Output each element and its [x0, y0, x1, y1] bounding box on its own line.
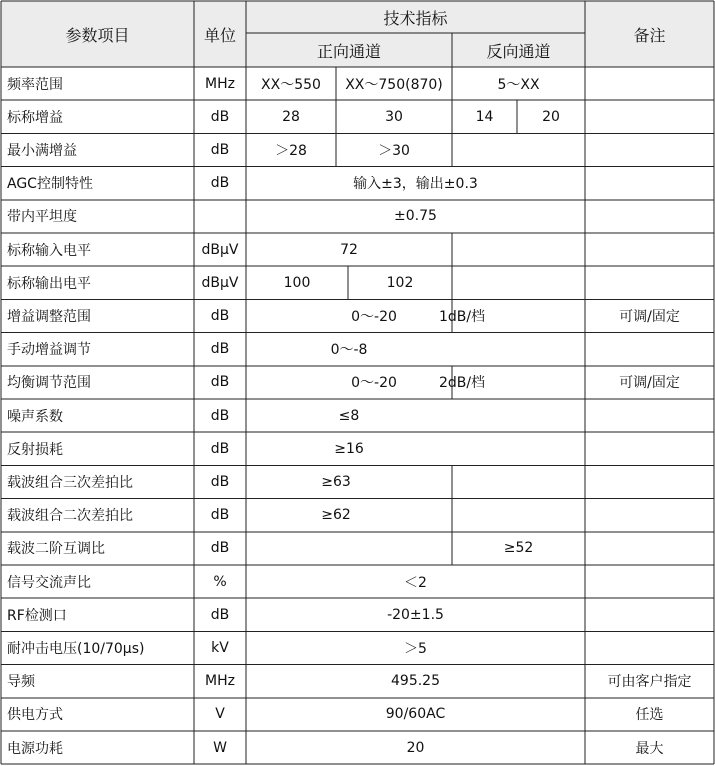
- row-param-name: RF检测口: [7, 607, 67, 624]
- row-note: 可由客户指定: [607, 674, 692, 691]
- row-note: [585, 200, 714, 233]
- row-note: [585, 432, 714, 465]
- row-note: 最大: [635, 740, 664, 757]
- header-forward-channel: 正向通道: [316, 41, 381, 61]
- row-value: 100: [283, 274, 311, 291]
- row-unit: W: [213, 739, 227, 756]
- row-value: 0～-8: [330, 342, 368, 359]
- header-param: 参数项目: [65, 25, 130, 45]
- row-value: 0～-20: [351, 308, 397, 325]
- row-param-name: 标称增益: [7, 109, 63, 126]
- row-param-name: 信号交流声比: [7, 574, 91, 591]
- row-unit: dB: [210, 141, 230, 158]
- row-param-name: 耐冲击电压(10/70μs): [7, 640, 145, 657]
- row-param-name: 载波二阶互调比: [7, 541, 105, 558]
- row-param-name: 频率范围: [7, 76, 63, 93]
- row-value: 72: [340, 241, 358, 258]
- header-unit: 单位: [203, 25, 236, 45]
- row-note: [585, 465, 714, 498]
- row-param-name: 标称输出电平: [7, 275, 91, 292]
- row-value: ＜2: [404, 574, 427, 591]
- row-note: [585, 266, 714, 299]
- row-value: 输入±3，输出±0.3: [353, 176, 478, 193]
- row-unit: V: [215, 706, 225, 723]
- row-unit: dBμV: [201, 241, 239, 258]
- row-note: 可调/固定: [619, 308, 680, 325]
- row-unit: %: [213, 573, 227, 590]
- row-unit: dB: [210, 540, 230, 557]
- row-param-name: 导频: [7, 674, 35, 691]
- row-note: [585, 532, 714, 565]
- row-unit: dB: [210, 307, 230, 324]
- row-note: [585, 100, 714, 133]
- row-unit: dB: [210, 175, 230, 192]
- row-unit: [194, 200, 246, 233]
- row-unit: dB: [210, 407, 230, 424]
- row-unit: dBμV: [201, 274, 239, 291]
- row-param-name: 均衡调节范围: [7, 375, 91, 392]
- row-note: [585, 233, 714, 266]
- row-note: [585, 499, 714, 532]
- row-param-name: 最小满增益: [7, 142, 77, 159]
- row-unit: MHz: [205, 673, 235, 690]
- row-value: 14: [475, 108, 494, 125]
- row-value: ±0.75: [394, 208, 437, 225]
- row-value: 20: [542, 108, 560, 125]
- row-note: 可调/固定: [619, 375, 680, 392]
- row-value: 90/60AC: [385, 706, 446, 723]
- row-value: 102: [386, 274, 414, 291]
- row-unit: MHz: [205, 75, 235, 92]
- row-unit: dB: [210, 473, 230, 490]
- row-unit: dB: [210, 374, 230, 391]
- row-note: 任选: [635, 707, 664, 724]
- row-note: [585, 565, 714, 598]
- row-unit: dB: [210, 440, 230, 457]
- row-value: ≤8: [338, 407, 360, 424]
- row-param-name: 手动增益调节: [7, 342, 91, 359]
- row-value: ＞30: [378, 142, 410, 159]
- row-value: XX～750(870): [345, 76, 443, 93]
- row-note: [585, 399, 714, 432]
- header-tech-spec: 技术指标: [383, 8, 448, 28]
- row-note: [585, 67, 714, 100]
- row-unit: dB: [210, 507, 230, 524]
- row-note: [585, 631, 714, 664]
- row-value: ≥52: [503, 540, 534, 557]
- row-param-name: 标称输入电平: [7, 242, 91, 259]
- header-note: 备注: [633, 25, 666, 45]
- row-value: 1dB/档: [438, 308, 486, 325]
- row-unit: kV: [211, 639, 229, 656]
- row-unit: dB: [210, 341, 230, 358]
- row-value: ＞28: [275, 142, 307, 159]
- row-value: ≥62: [321, 507, 351, 524]
- row-value: 30: [385, 108, 403, 125]
- row-value: ＞5: [404, 640, 427, 657]
- row-param-name: 增益调整范围: [7, 308, 91, 325]
- row-value: -20±1.5: [387, 606, 444, 623]
- row-value: 20: [406, 739, 425, 756]
- row-param-name: 载波组合二次差拍比: [7, 508, 133, 525]
- header-reverse-channel: 反向通道: [486, 41, 551, 61]
- row-param-name: 载波组合三次差拍比: [7, 474, 133, 491]
- row-param-name: AGC控制特性: [7, 176, 93, 193]
- row-note: [585, 333, 714, 366]
- row-param-name: 带内平坦度: [7, 209, 77, 226]
- row-unit: dB: [210, 108, 230, 125]
- row-note: [585, 133, 714, 166]
- row-note: [585, 167, 714, 200]
- row-param-name: 供电方式: [7, 707, 63, 724]
- row-value: XX～550: [261, 76, 321, 93]
- row-value: 2dB/档: [438, 375, 486, 392]
- row-value: ≥16: [334, 440, 364, 457]
- row-value: 495.25: [391, 673, 440, 690]
- row-value: 5～XX: [497, 76, 540, 93]
- row-value: ≥63: [321, 473, 351, 490]
- row-param-name: 电源功耗: [7, 740, 63, 757]
- row-note: [585, 598, 714, 631]
- row-value: 28: [282, 108, 300, 125]
- row-param-name: 反射损耗: [7, 441, 63, 458]
- row-unit: dB: [210, 606, 230, 623]
- row-value: 0～-20: [351, 375, 397, 392]
- row-param-name: 噪声系数: [7, 408, 63, 425]
